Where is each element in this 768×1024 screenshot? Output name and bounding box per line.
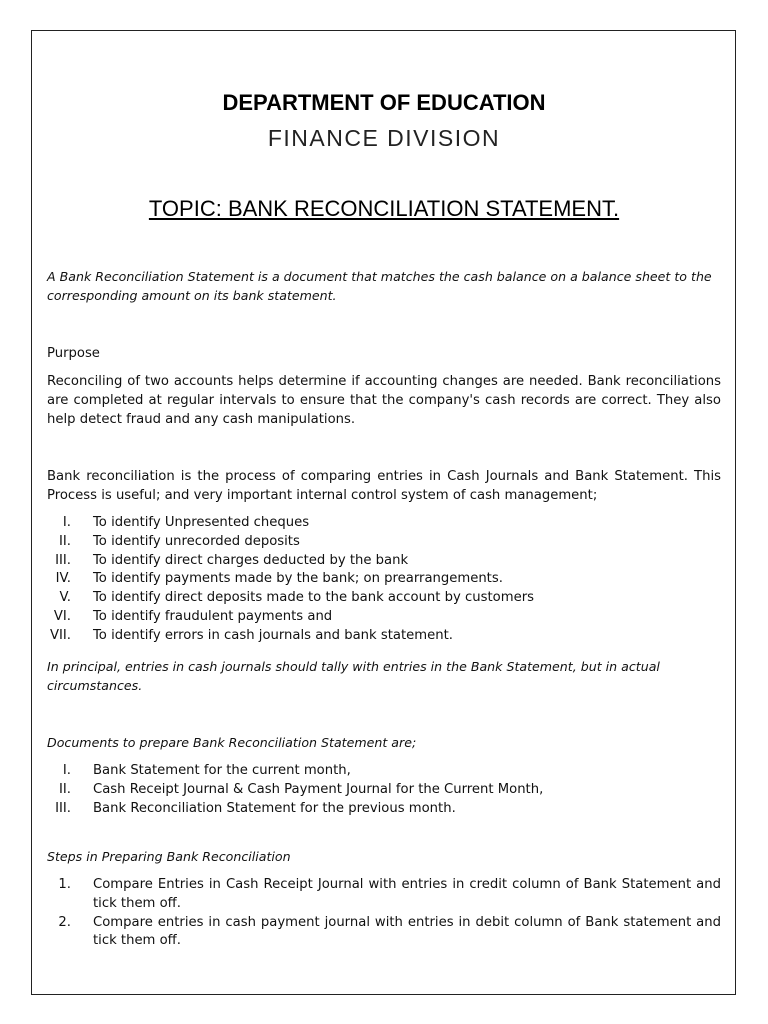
list-item-number: VI. bbox=[53, 608, 71, 624]
list-item-number: V. bbox=[59, 590, 71, 606]
steps-heading: Steps in Preparing Bank Reconciliation bbox=[47, 849, 291, 864]
list-item-text: To identify errors in cash journals and bank statement. bbox=[93, 627, 453, 643]
list-item-number: VII. bbox=[50, 627, 71, 643]
list-item-number: III. bbox=[55, 800, 71, 816]
list-item bbox=[47, 627, 721, 646]
list-item bbox=[47, 781, 721, 800]
list-item bbox=[47, 514, 721, 533]
list-item-number: I. bbox=[62, 763, 71, 778]
department-title: DEPARTMENT OF EDUCATION bbox=[222, 90, 546, 115]
list-item-text: To identify direct charges deducted by the bank bbox=[93, 552, 409, 568]
purpose-paragraph: Reconciling of two accounts helps determine if accounting changes are needed. Bank reconciliations are completed at regular intervals to ensure that the company's cash records are correct. They also help detect fraud and any cash manipulations. bbox=[47, 374, 721, 427]
principal-paragraph: In principal, entries in cash journals should tally with entries in the Bank Statement, but in actual circumstances. bbox=[47, 659, 660, 693]
list-item-text: To identify unrecorded deposits bbox=[93, 533, 300, 549]
list-item bbox=[47, 570, 721, 589]
process-list bbox=[47, 514, 721, 646]
list-item bbox=[47, 552, 721, 571]
list-item-text: Bank Reconciliation Statement for the previous month. bbox=[93, 800, 456, 816]
intro-paragraph: A Bank Reconciliation Statement is a document that matches the cash balance on a balance sheet to the corresponding amount on its bank statement. bbox=[47, 269, 712, 303]
list-item-number: 1. bbox=[58, 877, 71, 892]
list-item-number: I. bbox=[62, 515, 71, 530]
list-item-text: To identify fraudulent payments and bbox=[93, 608, 333, 624]
documents-list bbox=[47, 762, 721, 818]
steps-list bbox=[47, 876, 721, 951]
list-item bbox=[47, 533, 721, 552]
list-item-text: To identify payments made by the bank; on prearrangements. bbox=[93, 571, 503, 587]
list-item-number: II. bbox=[59, 781, 71, 797]
list-item-number: 2. bbox=[58, 914, 71, 930]
list-item-text: Compare entries in cash payment journal with entries in debit column of Bank statement and tick them off. bbox=[93, 914, 721, 949]
list-item-text: Compare Entries in Cash Receipt Journal with entries in credit column of Bank Statement and tick them off. bbox=[93, 877, 721, 911]
list-item-number: IV. bbox=[55, 571, 71, 587]
documents-heading: Documents to prepare Bank Reconciliation Statement are; bbox=[47, 735, 417, 750]
process-paragraph: Bank reconciliation is the process of comparing entries in Cash Journals and Bank Statement. This Process is useful; and very important internal control system of cash management; bbox=[47, 469, 721, 503]
list-item bbox=[47, 608, 721, 627]
list-item-number: III. bbox=[55, 552, 71, 568]
list-item-number: II. bbox=[59, 533, 71, 549]
list-item-text: Cash Receipt Journal & Cash Payment Journal for the Current Month, bbox=[93, 781, 544, 797]
list-item-text: To identify Unpresented cheques bbox=[93, 515, 310, 530]
list-item bbox=[47, 914, 721, 952]
list-item bbox=[47, 876, 721, 914]
list-item-text: To identify direct deposits made to the bank account by customers bbox=[93, 590, 534, 606]
list-item-text: Bank Statement for the current month, bbox=[93, 763, 351, 778]
list-item bbox=[47, 800, 721, 819]
topic-heading: TOPIC: BANK RECONCILIATION STATEMENT. bbox=[148, 196, 620, 221]
list-item bbox=[47, 589, 721, 608]
purpose-heading: Purpose bbox=[47, 346, 100, 361]
division-title: FINANCE DIVISION bbox=[267, 125, 501, 151]
list-item bbox=[47, 762, 721, 781]
